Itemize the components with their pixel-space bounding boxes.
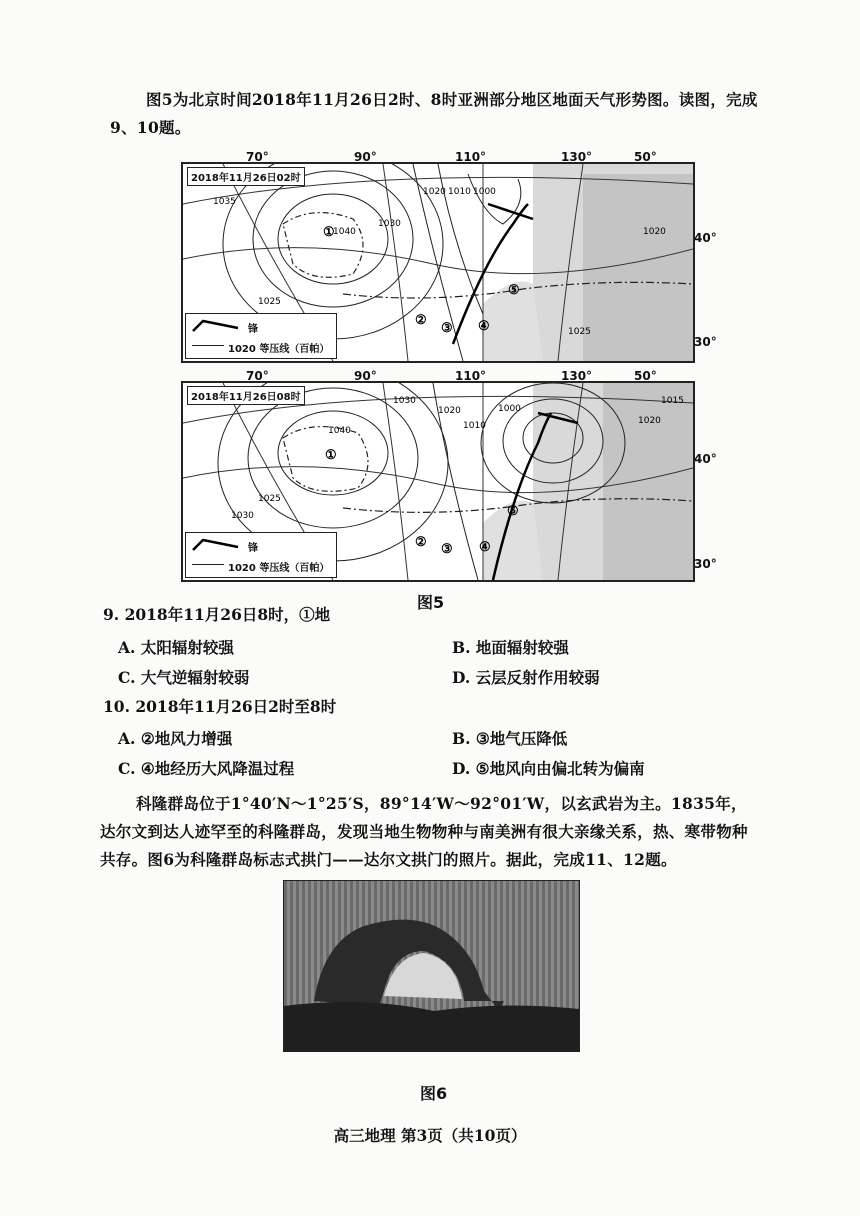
lon-label-70: 70°: [246, 150, 269, 164]
legend-front-label: 锋: [248, 324, 258, 335]
map-legend: [185, 313, 337, 359]
point-2: ②: [415, 313, 427, 328]
darwin-arch-photo: [283, 880, 580, 1052]
q10-option-b: B. ③地气压降低: [452, 729, 568, 748]
map-legend: [185, 532, 337, 578]
legend-isobar-label: 1020 等压线（百帕）: [228, 563, 330, 574]
lon-label-130: 130°: [561, 369, 593, 383]
lat-label-30: 30°: [694, 335, 717, 349]
isobar-label: 1030: [378, 219, 401, 229]
point-4: ④: [479, 540, 491, 555]
point-5: ⑤: [508, 283, 520, 298]
q9-option-d: D. 云层反射作用较弱: [452, 668, 600, 687]
point-4: ④: [478, 319, 490, 334]
isobar-label: 1040: [328, 426, 351, 436]
isobar-label: 1025: [258, 494, 281, 504]
lon-label-90: 90°: [354, 369, 377, 383]
isobar-label: 1020: [423, 187, 446, 197]
legend-isobar-line: [192, 564, 224, 565]
intro-paragraph: 图5为北京时间2018年11月26日2时、8时亚洲部分地区地面天气形势图。读图，完成9、10题。: [110, 90, 758, 137]
lon-label-90: 90°: [354, 150, 377, 164]
lat-label-40: 40°: [694, 231, 717, 245]
lon-label-110: 110°: [455, 369, 487, 383]
figure-6-caption: 图6: [420, 1084, 448, 1103]
isobar-label: 1025: [568, 327, 591, 337]
isobar-label: 1030: [231, 511, 254, 521]
lon-label-70: 70°: [246, 369, 269, 383]
figure-5-caption: 图5: [417, 593, 445, 612]
point-1: ①: [325, 448, 337, 463]
point-5: ⑤: [507, 504, 519, 519]
q9-option-c: C. 大气逆辐射较弱: [118, 668, 250, 687]
q10-option-c: C. ④地经历大风降温过程: [118, 759, 295, 778]
point-1: ①: [323, 225, 335, 240]
point-2: ②: [415, 535, 427, 550]
question-10-stem: 10. 2018年11月26日2时至8时: [103, 697, 337, 716]
q10-option-a: A. ②地风力增强: [118, 729, 233, 748]
isobar-label: 1040: [333, 227, 356, 237]
question-9-stem: 9. 2018年11月26日8时，①地: [103, 605, 331, 624]
isobar-label: 1010: [463, 421, 486, 431]
isobar-label: 1035: [213, 197, 236, 207]
lon-label-50: 50°: [634, 369, 657, 383]
isobar-label: 1000: [473, 187, 496, 197]
isobar-label: 1020: [643, 227, 666, 237]
legend-front-label: 锋: [248, 543, 258, 554]
weather-map-0800: [181, 381, 695, 582]
lon-label-130: 130°: [561, 150, 593, 164]
front-symbol-icon: [188, 316, 248, 336]
lat-label-40: 40°: [694, 452, 717, 466]
point-3: ③: [441, 321, 453, 336]
legend-isobar-label: 1020 等压线（百帕）: [228, 344, 330, 355]
map-timestamp: 2018年11月26日02时: [187, 167, 305, 186]
legend-isobar-line: [192, 345, 224, 346]
isobar-label: 1030: [393, 396, 416, 406]
lon-label-50: 50°: [634, 150, 657, 164]
lon-label-110: 110°: [455, 150, 487, 164]
isobar-label: 1020: [638, 416, 661, 426]
q10-option-d: D. ⑤地风向由偏北转为偏南: [452, 759, 645, 778]
front-symbol-icon: [188, 535, 248, 555]
isobar-label: 1025: [258, 297, 281, 307]
weather-map-0200: [181, 162, 695, 363]
darwin-arch-image: [284, 881, 579, 1051]
page-footer: 高三地理 第3页（共10页）: [333, 1126, 527, 1145]
isobar-label: 1015: [661, 396, 684, 406]
lat-label-30: 30°: [694, 557, 717, 571]
q9-option-b: B. 地面辐射较强: [452, 638, 569, 657]
galapagos-paragraph: 科隆群岛位于1°40′N～1°25′S，89°14′W～92°01′W，以玄武岩为主。1835年，达尔文到达人迹罕至的科隆群岛，发现当地生物物种与南美洲有很大亲缘关系，热、寒带物种共存。图6为科隆群岛标志式拱门——达尔文拱门的照片。据此，完成11、12题。: [100, 794, 748, 869]
map-timestamp: 2018年11月26日08时: [187, 386, 305, 405]
q9-option-a: A. 太阳辐射较强: [118, 638, 234, 657]
isobar-label: 1010: [448, 187, 471, 197]
isobar-label: 1020: [438, 406, 461, 416]
point-3: ③: [441, 542, 453, 557]
isobar-label: 1000: [498, 404, 521, 414]
